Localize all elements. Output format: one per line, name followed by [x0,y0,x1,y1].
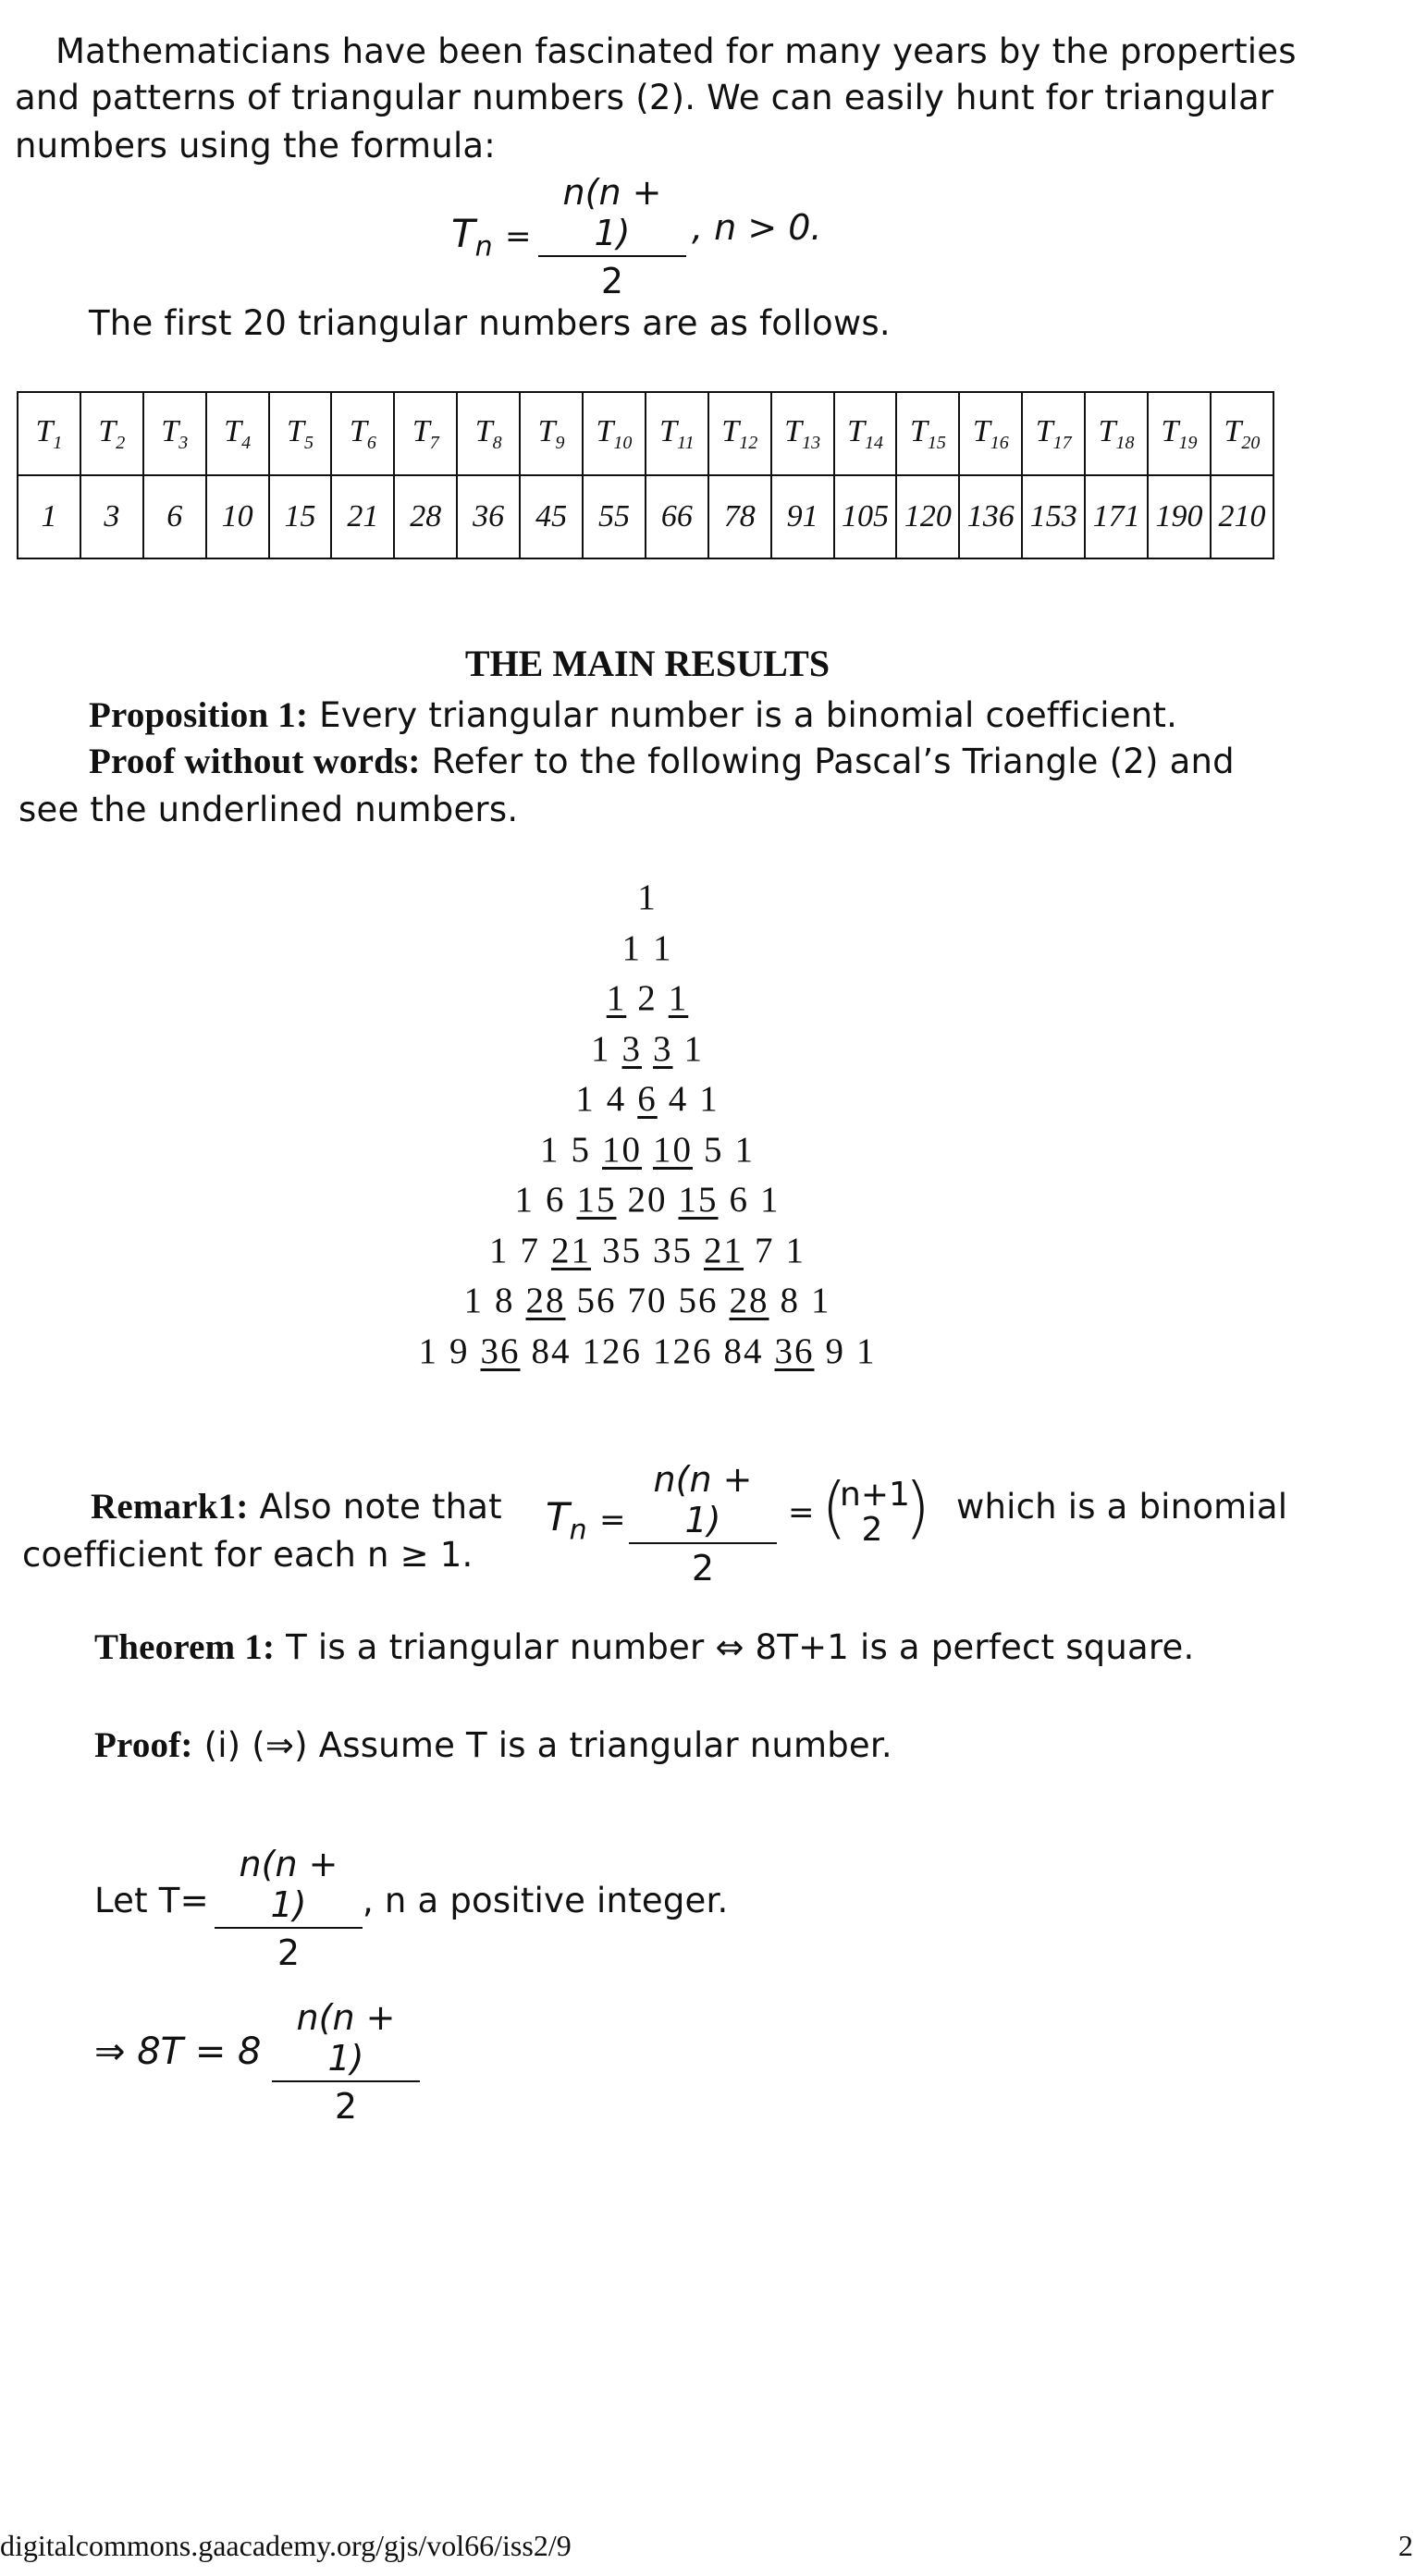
table-header-sub: 9 [555,432,565,453]
footer-url[interactable]: digitalcommons.gaacademy.org/gjs/vol66/iss2/9 [0,2529,572,2562]
table-value-cell: 45 [520,475,583,558]
table-header-cell [143,392,206,475]
pascal-number: 1 [699,1079,720,1119]
table-header-base: T [659,413,678,448]
section-heading: THE MAIN RESULTS [464,643,830,684]
pascal-number: 35 [653,1230,693,1270]
table-header-base: T [784,413,803,448]
table-header-sub: 11 [677,432,695,453]
table-header-sub: 18 [1115,432,1135,453]
pascal-number: 126 [582,1331,642,1371]
formula-numerator: n(n + 1) [538,172,686,257]
table-header-base: T [721,413,740,448]
eight-t-fraction [272,1997,420,2127]
pascal-number: 1 [514,1180,535,1220]
formula-fraction [538,172,686,301]
proposition-1-text: Every triangular number is a binomial coefficient. [308,695,1178,735]
pascal-number-underlined: 36 [480,1331,521,1371]
footer-page-number: 2 [1398,2529,1413,2562]
table-header-cell [331,392,394,475]
table-value-cell: 105 [834,475,897,558]
theorem-1 [94,1624,1194,1672]
table-value-cell: 10 [206,475,269,558]
pascal-number-underlined: 28 [525,1281,566,1320]
table-header-sub: 1 [53,432,63,453]
remark-eq-2: = [788,1494,815,1531]
table-header-cell [583,392,646,475]
table-header-cell [18,392,80,475]
pascal-number-underlined: 21 [551,1230,591,1270]
pascal-number: 70 [627,1281,668,1320]
pascal-number: 1 [540,1129,560,1170]
table-header-sub: 6 [366,432,376,453]
pascal-row [0,1179,1295,1221]
pascal-number: 1 [418,1331,438,1371]
table-header-cell [457,392,520,475]
proposition-1-label: Proposition 1: [89,695,309,735]
table-header-base: T [1035,413,1053,448]
binomial-left-paren: ( [821,1468,848,1546]
table-header-sub: 13 [802,432,821,453]
pascal-number-underlined: 21 [704,1230,744,1270]
pascal-number: 1 [591,1028,611,1069]
formula-condition: , n > 0. [692,207,822,248]
table-value-cell: 153 [1022,475,1085,558]
table-header-base: T [596,413,614,448]
pascal-number: 4 [668,1079,689,1119]
intro-line-2: and patterns of triangular numbers (2). We can easily hunt for triangular [15,78,1274,117]
pascal-row [0,1280,1295,1321]
table-value-cell: 190 [1148,475,1211,558]
binomial-coefficient [840,1476,910,1549]
pascal-number: 2 [637,978,658,1018]
remark-lhs-sub: n [569,1514,587,1547]
formula-eq: = [505,218,532,255]
pascal-number-underlined: 15 [576,1180,617,1220]
table-header-cell [771,392,834,475]
table-header-base: T [1224,413,1242,448]
table-header-base: T [972,413,990,448]
table-header-base: T [412,413,430,448]
triangular-numbers-table [17,391,1274,559]
formula-lhs-sub: n [474,230,493,264]
table-value-cell: 136 [959,475,1022,558]
proof-without-words-line2: see the underlined numbers. [18,790,519,829]
intro-line-3: numbers using the formula: [15,126,496,166]
table-values-row [18,475,1273,558]
pascal-number-underlined: 10 [653,1129,693,1170]
table-header-cell [896,392,959,475]
pascal-number-underlined: 6 [637,1079,658,1119]
table-header-base: T [35,413,54,448]
table-value-cell: 1 [18,475,80,558]
table-value-cell: 171 [1085,475,1148,558]
table-header-cell [834,392,897,475]
pascal-row [0,977,1295,1019]
remark-line-2: coefficient for each n ≥ 1. [22,1535,474,1575]
table-header-base: T [349,413,367,448]
pascal-row [0,1028,1295,1070]
theorem-text: T is a triangular number ⇔ 8T+1 is a perfect square. [275,1627,1195,1667]
let-text: Let T= [94,1881,209,1920]
table-header-cell [1148,392,1211,475]
remark-lhs: T [546,1494,570,1539]
table-header-cell [1211,392,1273,475]
pascal-number: 6 [729,1180,749,1220]
table-header-sub: 20 [1241,432,1261,453]
table-value-cell: 66 [646,475,708,558]
pascal-number: 7 [520,1230,540,1270]
pascal-number: 1 [653,927,673,968]
pascal-number: 6 [546,1180,566,1220]
table-header-cell [959,392,1022,475]
pascal-number-underlined: 1 [668,978,689,1018]
let-numerator: n(n + 1) [215,1844,363,1929]
pascal-number: 1 [785,1230,806,1270]
remark-text-a: Also note that [248,1487,502,1527]
table-header-sub: 16 [990,432,1009,453]
remark-numerator: n(n + 1) [629,1459,777,1544]
remark-eq-1: = [599,1502,626,1539]
table-header-sub: 7 [429,432,439,453]
table-value-cell: 21 [331,475,394,558]
table-header-base: T [1161,413,1179,448]
pascal-number: 1 [463,1281,484,1320]
pascal-number: 8 [495,1281,515,1320]
pascal-number: 5 [571,1129,591,1170]
table-header-base: T [287,413,304,448]
formula-denominator: 2 [600,261,624,301]
table-header-base: T [161,413,179,448]
pascal-number: 8 [780,1281,800,1320]
remark-fraction [629,1459,777,1589]
table-header-cell [1085,392,1148,475]
table-header-sub: 10 [613,432,633,453]
pascal-number: 9 [449,1331,470,1371]
table-value-cell: 36 [457,475,520,558]
pascal-number: 84 [531,1331,572,1371]
table-header-sub: 3 [178,432,189,453]
table-value-cell: 15 [269,475,332,558]
pascal-number-underlined: 3 [653,1028,673,1069]
table-header-sub: 8 [492,432,502,453]
pascal-number: 7 [755,1230,775,1270]
table-value-cell: 120 [896,475,959,558]
pascal-row [0,1331,1295,1372]
table-header-base: T [847,413,865,448]
intro-line-1: Mathematicians have been fascinated for many years by the properties [55,31,1297,71]
eight-t-numerator: n(n + 1) [272,1997,420,2082]
pascal-number: 126 [653,1331,713,1371]
remark-denominator: 2 [691,1548,715,1589]
pascal-number: 1 [734,1129,755,1170]
pascal-number-underlined: 3 [621,1028,642,1069]
pascal-row [0,877,1295,918]
table-header-sub: 19 [1178,432,1198,453]
binomial-bottom: 2 [861,1511,883,1549]
table-header-sub: 2 [116,432,126,453]
binomial-right-paren: ) [904,1468,931,1546]
let-denominator: 2 [277,1932,301,1973]
table-value-cell: 91 [771,475,834,558]
pascal-number: 1 [811,1281,831,1320]
first20-text: The first 20 triangular numbers are as follows. [89,303,891,343]
pascal-number: 1 [621,927,642,968]
theorem-label: Theorem 1: [94,1627,276,1667]
pascal-number-underlined: 10 [602,1129,642,1170]
pascal-row [0,927,1295,969]
proposition-1 [89,692,1177,740]
pascal-number: 1 [683,1028,704,1069]
pascal-number: 1 [489,1230,510,1270]
pascal-number: 56 [678,1281,719,1320]
table-header-cell [708,392,771,475]
pascal-number: 1 [637,877,658,917]
formula-lhs: T [451,211,475,256]
pascal-row [0,1129,1295,1171]
pascal-number: 5 [704,1129,724,1170]
table-header-row [18,392,1273,475]
pascal-number: 56 [576,1281,617,1320]
pascal-number-underlined: 36 [774,1331,815,1371]
table-header-cell [520,392,583,475]
table-value-cell: 3 [80,475,143,558]
eight-t-lhs: ⇒ 8T = 8 [94,2030,262,2073]
proof-without-words [89,738,1235,786]
pascal-row [0,1230,1295,1271]
pascal-number: 4 [606,1079,627,1119]
let-fraction [215,1844,363,1973]
pascal-number: 20 [627,1180,668,1220]
pascal-number-underlined: 28 [729,1281,769,1320]
pascal-row [0,1078,1295,1120]
table-value-cell: 78 [708,475,771,558]
proof-without-words-label: Proof without words: [89,742,421,781]
let-tail: , n a positive integer. [363,1881,729,1920]
pascal-number: 1 [575,1079,596,1119]
table-header-sub: 17 [1052,432,1072,453]
proof-line [94,1722,892,1770]
table-header-base: T [98,413,117,448]
table-header-cell [1022,392,1085,475]
eight-t-denominator: 2 [334,2086,358,2127]
table-header-sub: 12 [739,432,758,453]
table-value-cell: 210 [1211,475,1273,558]
proof-text: (i) (⇒) Assume T is a triangular number. [192,1725,892,1765]
binomial-top: n+1 [840,1476,910,1514]
pascal-number: 9 [825,1331,845,1371]
table-header-base: T [537,413,556,448]
table-header-sub: 14 [864,432,883,453]
table-header-base: T [474,413,493,448]
pascal-number: 1 [856,1331,877,1371]
pascal-number-underlined: 1 [606,978,627,1018]
proof-label: Proof: [94,1725,193,1765]
table-value-cell: 55 [583,475,646,558]
table-header-base: T [224,413,242,448]
table-header-sub: 5 [303,432,314,453]
pascal-number: 1 [760,1180,781,1220]
pascal-number: 35 [602,1230,642,1270]
table-value-cell: 6 [143,475,206,558]
remark-text-b: which is a binomial [956,1487,1288,1527]
remark-label: Remark1: [91,1487,249,1527]
table-header-cell [206,392,269,475]
pascal-number: 84 [723,1331,764,1371]
table-header-cell [646,392,708,475]
table-header-sub: 15 [927,432,946,453]
table-header-cell [394,392,457,475]
pascal-number-underlined: 15 [678,1180,719,1220]
table-header-cell [269,392,332,475]
table-header-sub: 4 [241,432,252,453]
table-value-cell: 28 [394,475,457,558]
table-header-cell [80,392,143,475]
proof-without-words-text: Refer to the following Pascal’s Triangle (2) and [420,742,1235,781]
table-header-base: T [1098,413,1116,448]
table-header-base: T [909,413,928,448]
